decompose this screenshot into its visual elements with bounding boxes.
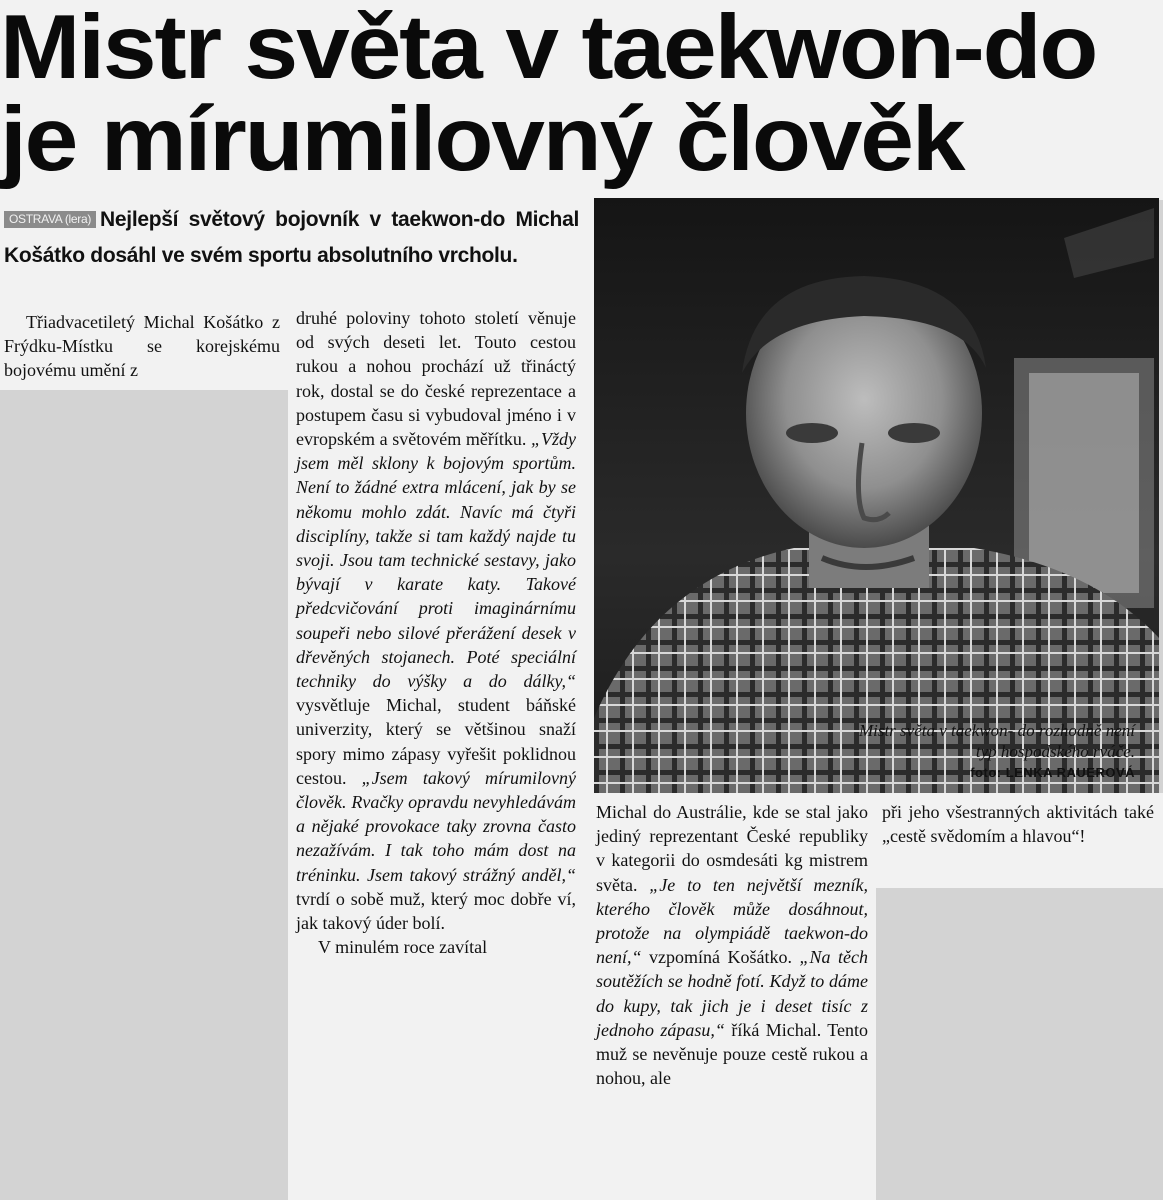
headline	[0, 0, 1163, 190]
portrait-photo	[594, 198, 1159, 793]
column-2-text-c: vysvětluje Michal, student báňské univerzity, který se většinou snaží spory mimo zápasy vyřešit poklidnou cestou.	[296, 695, 576, 788]
column-2-quote-1: „Vždy jsem měl sklony k bojovým sportům. Není to žádné extra mlácení, jak by se někomu mohlo zdát. Navíc má čtyři disciplíny, takže si tam každý najde tu svoji. Jsou tam technické sestavy, jako bývají v karate katy. Takové předcvičování proti imaginárnímu soupeři nebo silové přerážení desek v dřevěných stojanech. Poté speciální techniky do výšky a do dálky,“	[296, 429, 576, 692]
headline-line-1: Mistr světa v taekwon-do	[0, 0, 1097, 98]
article-column-1	[4, 310, 280, 383]
article-column-4	[882, 800, 1154, 848]
column-3-text-e: říká Michal. Tento muž se nevěnuje pouze cestě rukou a nohou, ale	[596, 1019, 869, 1089]
photo-credit: foto: LENKA RAUEROVÁ	[970, 765, 1135, 780]
headline-line-2: je mírumilovný člověk	[0, 89, 964, 190]
column-2-paragraph-2: V minulém roce zavítal	[318, 937, 488, 958]
column-3-text-a: Michal do Austrálie, kde se stal jako jediný reprezentant České republiky v kategorii do osmdesáti kg mistrem světa.	[596, 802, 868, 895]
column-4-text: při jeho všestranných aktivitách také „cestě svědomím a hlavou“!	[882, 802, 1154, 847]
article-column-2	[296, 306, 576, 959]
column-2-text-a: druhé poloviny tohoto století věnuje od svých deseti let. Touto cestou rukou a nohou prochází už třináctý rok, dostal se do české reprezentace a postupem času si vybudoval jméno i v evropském a světovém měřítku.	[296, 308, 576, 450]
column-1-text: Třiadvacetiletý Michal Košátko z Frýdku-Místku se korejskému bojovému umění z	[4, 312, 280, 381]
caption-text: Mistr světa v taekwon- do rozhodně není typ hospodského rváče.	[858, 721, 1135, 761]
column-2-text-e: tvrdí o sobě muž, který moc dobře ví, jak takový úder bolí.	[296, 888, 576, 934]
portrait-image	[594, 198, 1159, 793]
column-3-text-c: vzpomíná Košátko.	[641, 947, 800, 968]
lead-text: Nejlepší světový bojovník v taekwon-do Michal Košátko dosáhl ve svém sportu absolutního vrcholu.	[4, 208, 579, 267]
column-3-quote-1: „Je to ten největší mezník, kterého člověk může dosáhnout, protože na olympiádě taekwon-do není,“	[596, 874, 868, 968]
photo-caption	[850, 720, 1135, 783]
column-3-quote-2: „Na těch soutěžích se hodně fotí. Když to dáme do kupy, tak jich je i deset tisíc z jednoho zápasu,“	[596, 947, 868, 1040]
column-2-paragraph-1	[296, 306, 576, 935]
lead-paragraph	[4, 202, 579, 274]
column-2-quote-2: „Jsem takový mírumilovný člověk. Rvačky opravdu nevyhledávám a nějaké provokace taky zrovna často nezažívám. I tak toho mám dost na tréninku. Jsem takový strážný anděl,“	[296, 767, 576, 885]
article-column-3	[596, 800, 868, 1090]
dateline-badge: OSTRAVA (lera)	[4, 211, 96, 228]
column-3-paragraph	[596, 800, 868, 1090]
